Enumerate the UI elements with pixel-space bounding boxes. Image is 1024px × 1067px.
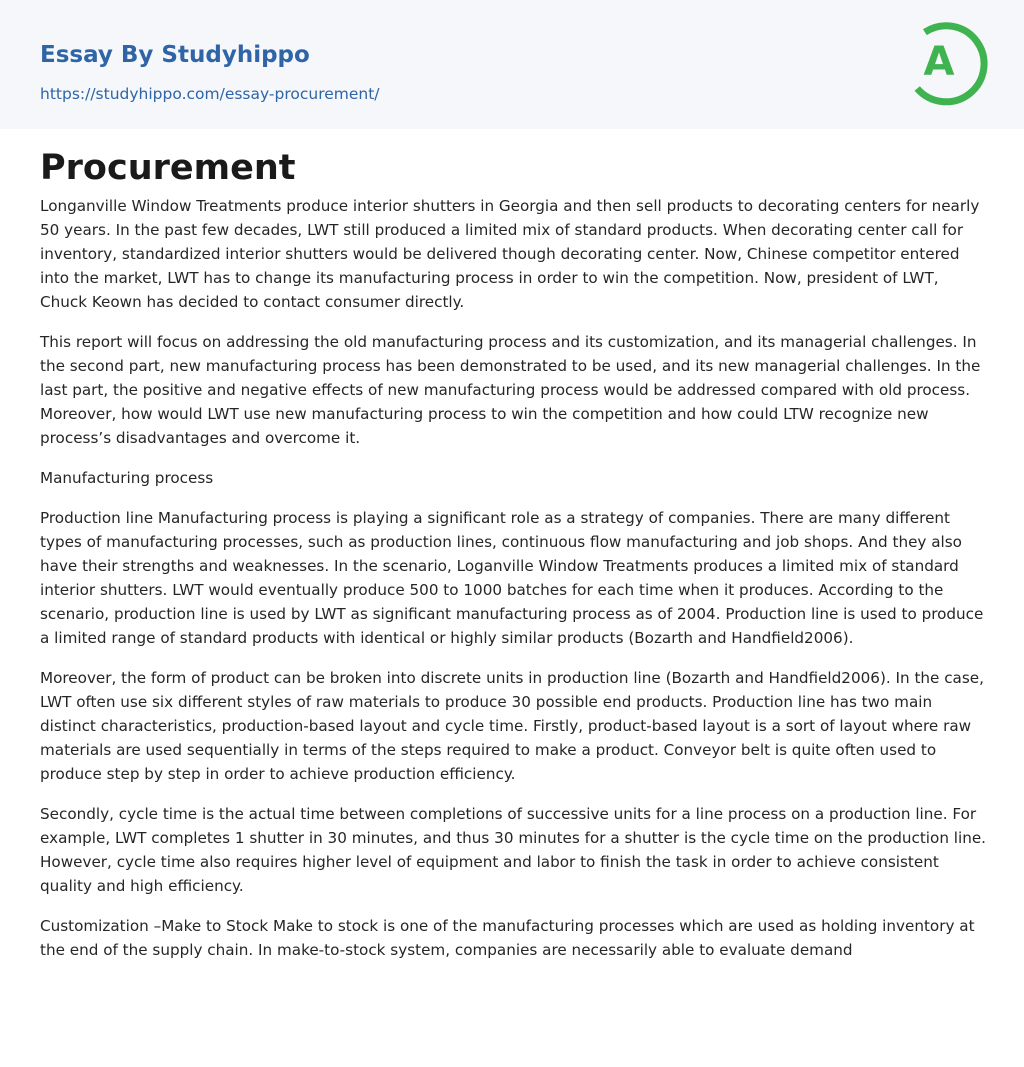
paragraph: Production line Manufacturing process is playing a significant role as a strategy of companies. There are many different types of manufacturing processes, such as production lines, continuous flow manufacturing and job shops. And they also have their strengths and weaknesses. In the scenario, Loganville Window Treatments produces a limited mix of standard interior shutters. LWT would eventually produce 500 to 1000 batches for each time when it produces. According to the scenario, production line is used by LWT as significant manufacturing process as of 2004. Production line is used to produce a limited range of standard products with identical or highly similar products (Bozarth and Handfield2006). xyxy=(40,509,984,647)
page-title: Procurement xyxy=(40,148,296,188)
logo-letter: A xyxy=(923,39,955,85)
paragraph: Secondly, cycle time is the actual time between completions of successive units for a line process on a production line. For example, LWT completes 1 shutter in 30 minutes, and thus 30 minutes for a shutter is the cycle time on the production line. However, cycle time also requires higher level of equipment and labor to finish the task in order to achieve consistent quality and high efficiency. xyxy=(40,805,987,895)
paragraph: Moreover, the form of product can be broken into discrete units in production line (Bozarth and Handfield2006). In the case, LWT often use six different styles of raw materials to produce 30 possible end products. Production line has two main distinct characteristics, production-based layout and cycle time. Firstly, product-based layout is a sort of layout where raw materials are used sequentially in terms of the steps required to make a product. Conveyor belt is quite often used to produce step by step in order to achieve production efficiency. xyxy=(40,669,984,783)
studyhippo-logo[interactable] xyxy=(908,18,988,106)
section-heading: Manufacturing process xyxy=(40,469,214,487)
paragraph: Longanville Window Treatments produce interior shutters in Georgia and then sell products to decorating centers for nearly 50 years. In the past few decades, LWT still produced a limited mix of standard products. When decorating center call for inventory, standardized interior shutters would be delivered though decorating center. Now, Chinese competitor entered into the market, LWT has to change its manufacturing process in order to win the competition. Now, president of LWT, Chuck Keown has decided to contact consumer directly. xyxy=(40,197,980,311)
paragraph: This report will focus on addressing the old manufacturing process and its customization, and its managerial challenges. In the second part, new manufacturing process has been demonstrated to be used, and its new managerial challenges. In the last part, the positive and negative effects of new manufacturing process would be addressed compared with old process. Moreover, how would LWT use new manufacturing process to win the competition and how could LTW recognize new process’s disadvantages and overcome it. xyxy=(40,333,981,447)
site-brand[interactable]: Essay By Studyhippo xyxy=(40,42,310,68)
paragraph: Customization –Make to Stock Make to stock is one of the manufacturing processes which are used as holding inventory at the end of the supply chain. In make-to-stock system, companies are necessarily able to evaluate demand xyxy=(40,917,975,959)
page-header xyxy=(0,0,1024,129)
essay-body xyxy=(40,194,988,978)
essay-url-link[interactable]: https://studyhippo.com/essay-procurement/ xyxy=(40,85,380,103)
